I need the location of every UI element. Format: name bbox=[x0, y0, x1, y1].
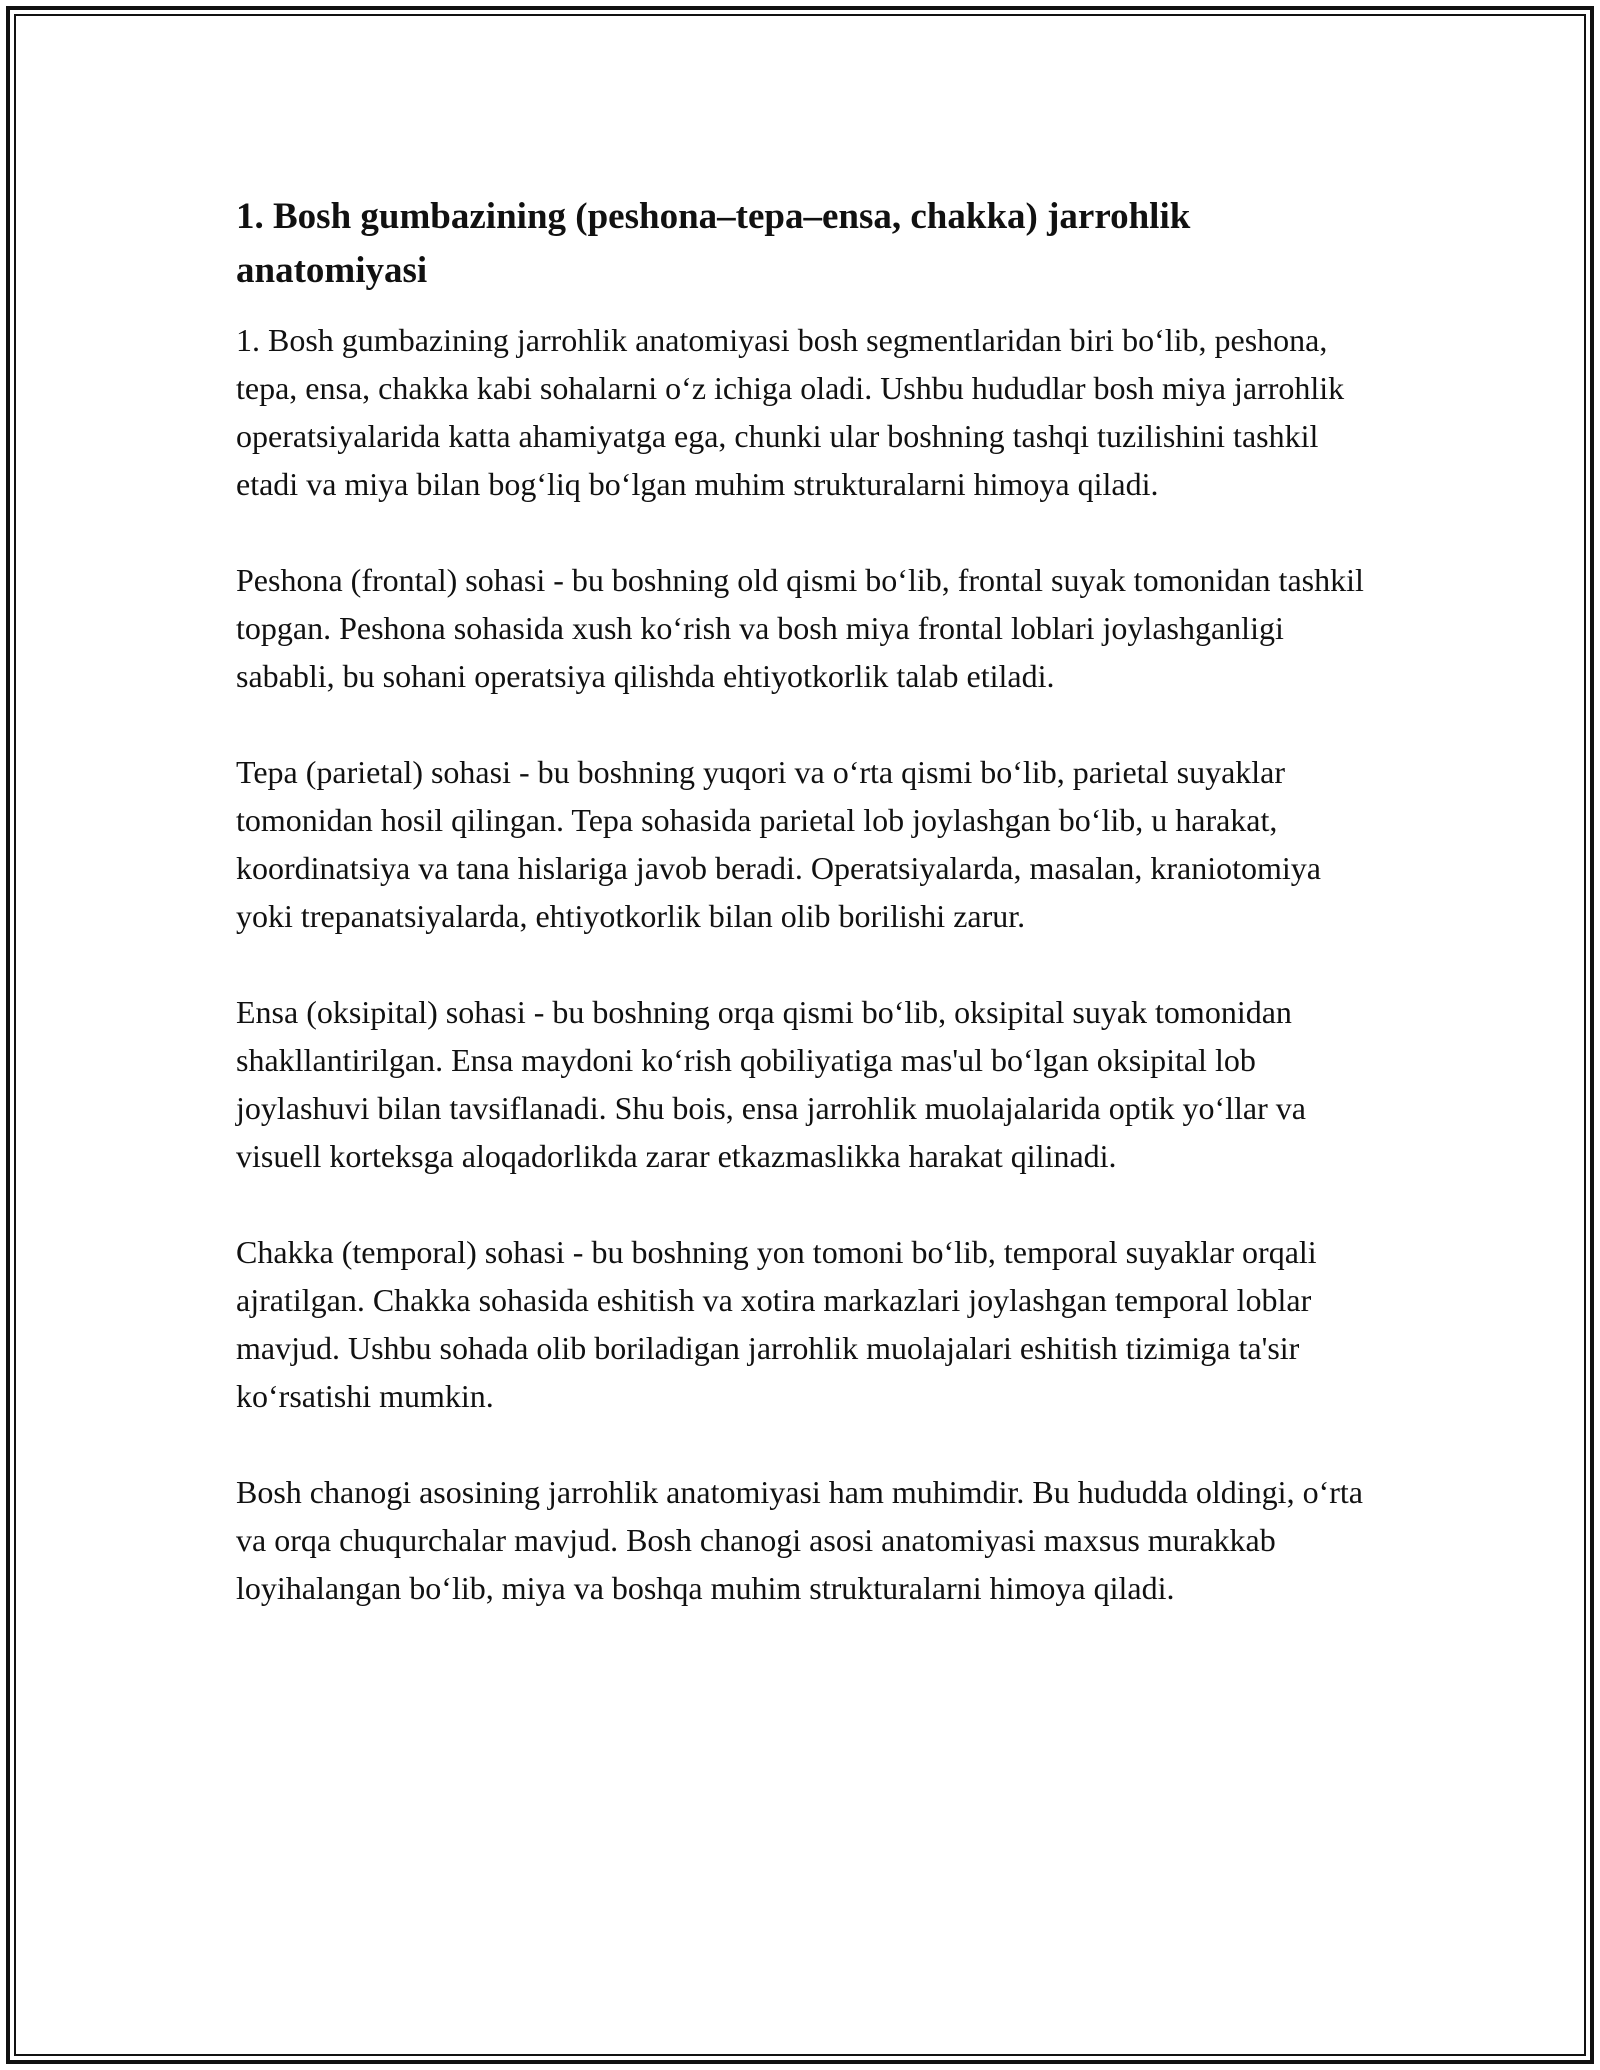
document-body bbox=[236, 190, 1376, 1612]
paragraph-parietal: Tepa (parietal) sohasi - bu boshning yuqori va o‘rta qismi bo‘lib, parietal suyaklar tomonidan hosil qilingan. Tepa sohasida parietal lob joylashgan bo‘lib, u harakat, koordinatsiya va tana hislariga javob beradi. Operatsiyalarda, masalan, kraniotomiya yoki trepanatsiyalarda, ehtiyotkorlik bilan olib borilishi zarur. bbox=[236, 754, 1321, 934]
paragraph-skull-base: Bosh chanogi asosining jarrohlik anatomiyasi ham muhimdir. Bu hududda oldingi, o‘rta va orqa chuqurchalar mavjud. Bosh chanogi asosi anatomiyasi maxsus murakkab loyihalangan bo‘lib, miya va boshqa muhim strukturalarni himoya qiladi. bbox=[236, 1474, 1363, 1606]
paragraph-intro: 1. Bosh gumbazining jarrohlik anatomiyasi bosh segmentlaridan biri bo‘lib, peshona, tepa, ensa, chakka kabi sohalarni o‘z ichiga oladi. Ushbu hududlar bosh miya jarrohlik operatsiyalarida katta ahamiyatga ega, chunki ular boshning tashqi tuzilishini tashkil etadi va miya bilan bog‘liq bo‘lgan muhim strukturalarni himoya qiladi. bbox=[236, 322, 1345, 502]
paragraph-occipital: Ensa (oksipital) sohasi - bu boshning orqa qismi bo‘lib, oksipital suyak tomonidan shakllantirilgan. Ensa maydoni ko‘rish qobiliyatiga mas'ul bo‘lgan oksipital lob joylashuvi bilan tavsiflanadi. Shu bois, ensa jarrohlik muolajalarida optik yo‘llar va visuell korteksga aloqadorlikda zarar etkazmaslikka harakat qilinadi. bbox=[236, 994, 1306, 1174]
paragraph-temporal: Chakka (temporal) sohasi - bu boshning yon tomoni bo‘lib, temporal suyaklar orqali ajratilgan. Chakka sohasida eshitish va xotira markazlari joylashgan temporal loblar mavjud. Ushbu sohada olib boriladigan jarrohlik muolajalari eshitish tizimiga ta'sir ko‘rsatishi mumkin. bbox=[236, 1234, 1317, 1414]
section-heading: 1. Bosh gumbazining (peshona–tepa–ensa, chakka) jarrohlik anatomiyasi bbox=[236, 196, 1191, 291]
paragraph-frontal: Peshona (frontal) sohasi - bu boshning old qismi bo‘lib, frontal suyak tomonidan tashkil topgan. Peshona sohasida xush ko‘rish va bosh miya frontal loblari joylashganligi sababli, bu sohani operatsiya qilishda ehtiyotkorlik talab etiladi. bbox=[236, 562, 1364, 694]
